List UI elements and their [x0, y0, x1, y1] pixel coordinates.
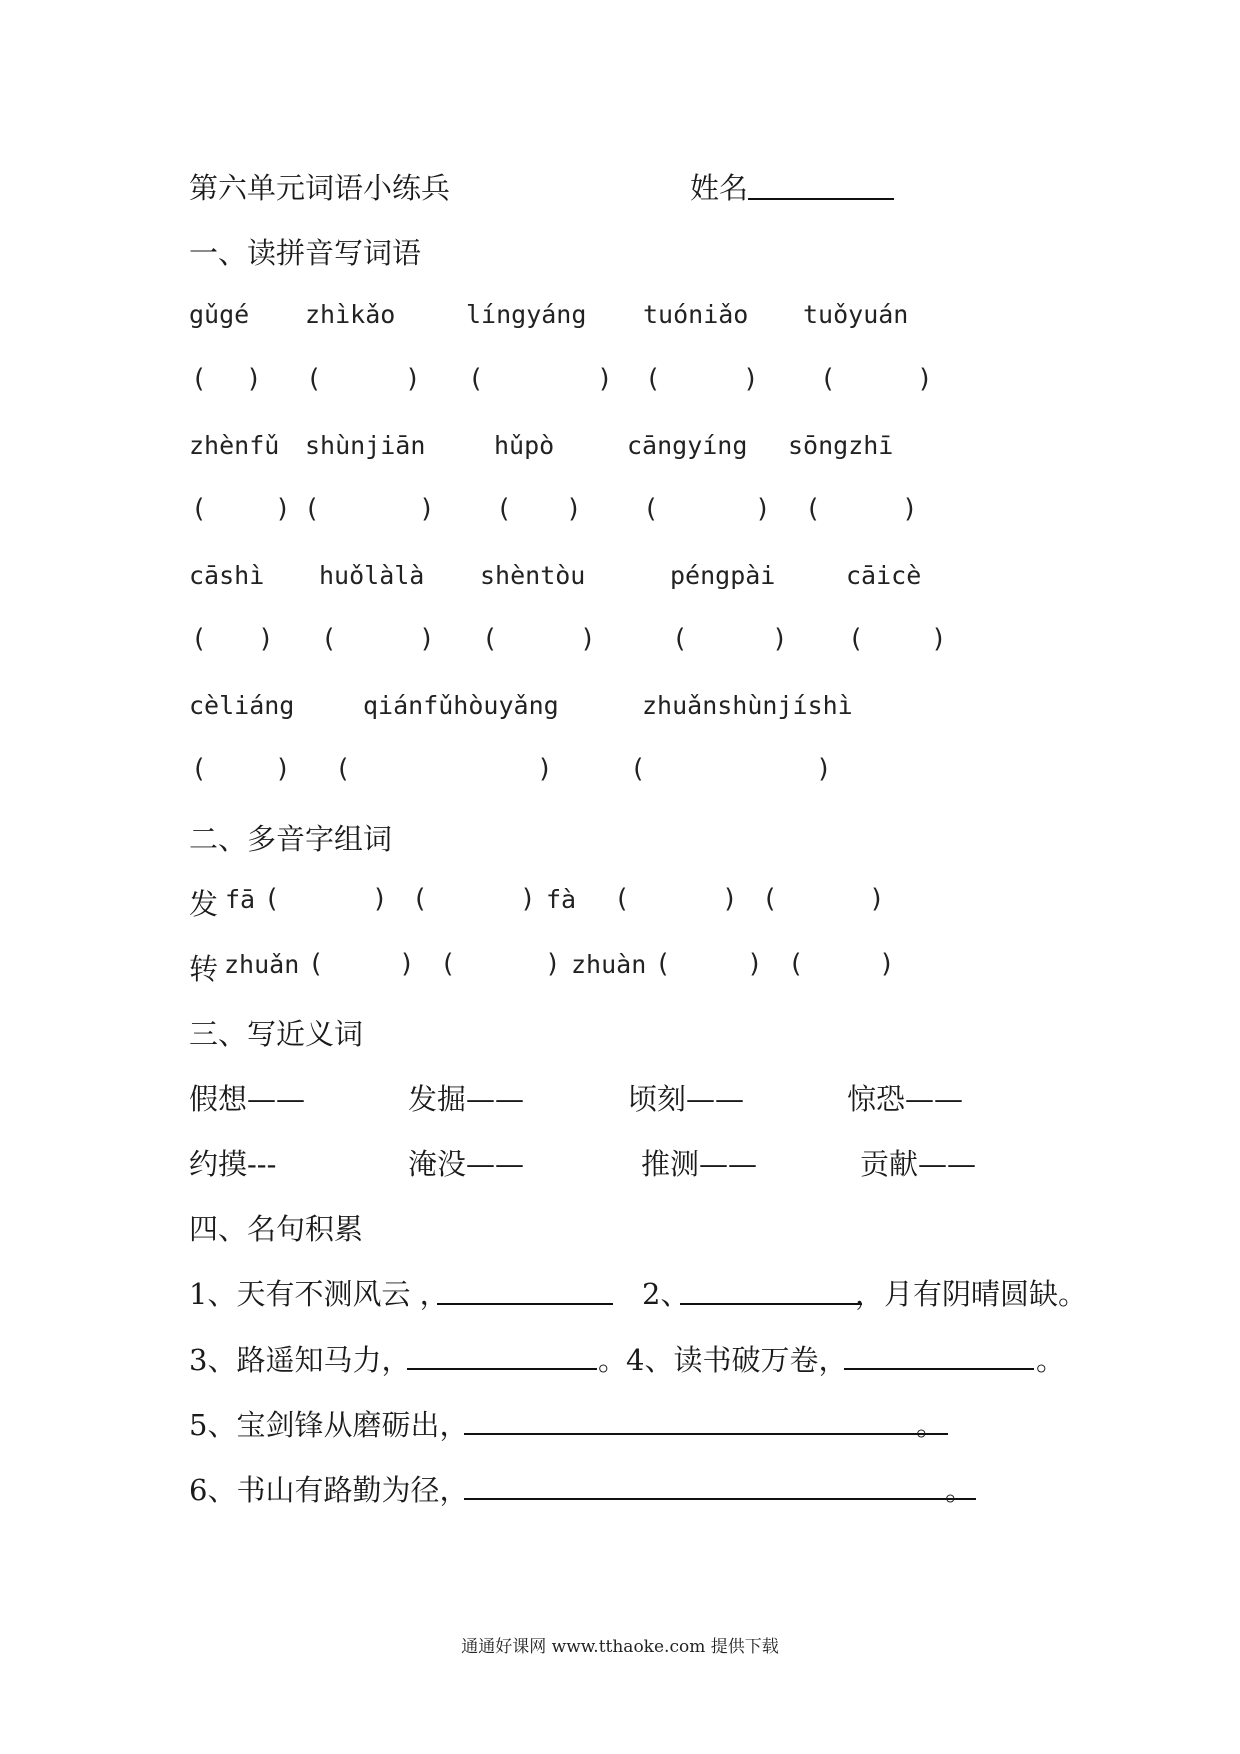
answer-paren-open: ( — [440, 949, 456, 979]
quote-2-blank[interactable] — [680, 1303, 862, 1305]
pinyin-tuoniao: tuóniǎo — [643, 300, 749, 329]
answer-paren-close: ) — [246, 364, 262, 394]
answer-paren-close: ) — [722, 884, 738, 914]
quote-5-prompt: 5、宝剑锋从磨砺出， — [189, 1408, 469, 1442]
quote-6-end: 。 — [945, 1473, 975, 1507]
answer-paren-close: ) — [419, 494, 435, 524]
quote-4-prompt: 4、读书破万卷， — [626, 1343, 848, 1377]
answer-paren-close: ) — [917, 364, 933, 394]
polyphone-reading-zhuan3: zhuǎn — [224, 950, 300, 979]
quote-2-number: 2、 — [642, 1277, 690, 1311]
answer-paren-close: ) — [372, 884, 388, 914]
quote-3-prompt: 3、路遥知马力， — [189, 1343, 411, 1377]
answer-paren-open: ( — [468, 364, 484, 394]
answer-paren-open: ( — [191, 364, 207, 394]
answer-paren-open: ( — [645, 364, 661, 394]
pinyin-shentou: shèntòu — [480, 561, 586, 590]
pinyin-cangying: cāngyíng — [627, 431, 748, 460]
pinyin-qianfuhouyang: qiánfǔhòuyǎng — [363, 691, 559, 720]
pinyin-pengpai: péngpài — [670, 561, 776, 590]
answer-paren-open: ( — [412, 884, 428, 914]
answer-paren-open: ( — [306, 364, 322, 394]
polyphone-char-fa: 发 — [189, 887, 219, 921]
synonym-item: 惊恐—— — [847, 1082, 964, 1116]
name-label: 姓名 — [690, 171, 749, 205]
synonym-item: 约摸--- — [189, 1147, 277, 1181]
answer-paren-close: ) — [931, 624, 947, 654]
answer-paren-close: ) — [879, 949, 895, 979]
answer-paren-close: ) — [566, 494, 582, 524]
quote-4-blank[interactable] — [844, 1368, 1034, 1370]
quote-4-end: 。 — [1036, 1343, 1066, 1377]
pinyin-zhuanshunjishi: zhuǎnshùnjíshì — [642, 691, 853, 720]
answer-paren-open: ( — [191, 624, 207, 654]
answer-paren-close: ) — [580, 624, 596, 654]
pinyin-gugé: gǔgé — [189, 300, 250, 329]
answer-paren-open: ( — [848, 624, 864, 654]
polyphone-reading-fa4: fà — [546, 885, 577, 914]
polyphone-reading-fa1: fā — [225, 885, 256, 914]
answer-paren-close: ) — [258, 624, 274, 654]
answer-paren-open: ( — [805, 494, 821, 524]
section-1-heading: 一、读拼音写词语 — [189, 236, 422, 270]
quote-2-prompt: ，月有阴晴圆缺。 — [855, 1277, 1088, 1311]
quote-6-prompt: 6、书山有路勤为径， — [189, 1473, 469, 1507]
answer-paren-open: ( — [308, 949, 324, 979]
answer-paren-close: ) — [816, 754, 832, 784]
quote-1-prompt: 1、天有不测风云 ， — [189, 1277, 449, 1311]
answer-paren-close: ) — [275, 494, 291, 524]
answer-paren-open: ( — [672, 624, 688, 654]
pinyin-tuoyuan: tuǒyuán — [803, 300, 909, 329]
answer-paren-open: ( — [264, 884, 280, 914]
pinyin-shunjian: shùnjiān — [305, 431, 426, 460]
pinyin-lingyang: língyáng — [466, 300, 587, 329]
answer-paren-open: ( — [191, 754, 207, 784]
answer-paren-open: ( — [321, 624, 337, 654]
name-blank[interactable] — [748, 198, 894, 200]
answer-paren-close: ) — [399, 949, 415, 979]
pinyin-songzhi: sōngzhī — [788, 431, 894, 460]
section-4-heading: 四、名句积累 — [189, 1212, 364, 1246]
synonym-item: 顷刻—— — [628, 1082, 745, 1116]
answer-paren-close: ) — [419, 624, 435, 654]
synonym-item: 发掘—— — [408, 1082, 525, 1116]
worksheet-title: 第六单元词语小练兵 — [189, 171, 451, 205]
quote-3-blank[interactable] — [407, 1368, 597, 1370]
section-3-heading: 三、写近义词 — [189, 1017, 364, 1051]
answer-paren-close: ) — [869, 884, 885, 914]
quote-3-end: 。 — [598, 1343, 628, 1377]
pinyin-caice: cāicè — [846, 561, 922, 590]
answer-paren-open: ( — [304, 494, 320, 524]
answer-paren-open: ( — [335, 754, 351, 784]
answer-paren-open: ( — [496, 494, 512, 524]
synonym-item: 贡献—— — [860, 1147, 977, 1181]
answer-paren-open: ( — [643, 494, 659, 524]
answer-paren-close: ) — [545, 949, 561, 979]
synonym-item: 假想—— — [189, 1082, 306, 1116]
answer-paren-open: ( — [788, 949, 804, 979]
pinyin-cashi: cāshì — [189, 561, 265, 590]
quote-1-blank[interactable] — [437, 1303, 613, 1305]
pinyin-hupo: hǔpò — [494, 431, 555, 460]
quote-5-end: 。 — [916, 1408, 946, 1442]
answer-paren-close: ) — [275, 754, 291, 784]
answer-paren-close: ) — [755, 494, 771, 524]
answer-paren-close: ) — [520, 884, 536, 914]
answer-paren-open: ( — [482, 624, 498, 654]
pinyin-zhikao: zhìkǎo — [305, 300, 396, 329]
pinyin-zhenfu: zhènfǔ — [189, 431, 280, 460]
synonym-item: 淹没—— — [408, 1147, 525, 1181]
answer-paren-close: ) — [743, 364, 759, 394]
pinyin-huolala: huǒlàlà — [319, 561, 425, 590]
footer-credit: 通通好课网 www.tthaoke.com 提供下载 — [461, 1637, 779, 1657]
answer-paren-close: ) — [772, 624, 788, 654]
quote-6-blank[interactable] — [464, 1498, 976, 1500]
answer-paren-open: ( — [630, 754, 646, 784]
pinyin-celiang: cèliáng — [189, 691, 295, 720]
answer-paren-close: ) — [597, 364, 613, 394]
answer-paren-open: ( — [191, 494, 207, 524]
synonym-item: 推测—— — [641, 1147, 758, 1181]
answer-paren-open: ( — [762, 884, 778, 914]
answer-paren-close: ) — [747, 949, 763, 979]
answer-paren-open: ( — [614, 884, 630, 914]
answer-paren-close: ) — [405, 364, 421, 394]
answer-paren-open: ( — [655, 949, 671, 979]
polyphone-char-zhuan: 转 — [189, 952, 219, 986]
answer-paren-open: ( — [820, 364, 836, 394]
section-2-heading: 二、多音字组词 — [189, 822, 393, 856]
answer-paren-close: ) — [902, 494, 918, 524]
polyphone-reading-zhuan4: zhuàn — [571, 950, 647, 979]
answer-paren-close: ) — [537, 754, 553, 784]
quote-5-blank[interactable] — [464, 1433, 948, 1435]
